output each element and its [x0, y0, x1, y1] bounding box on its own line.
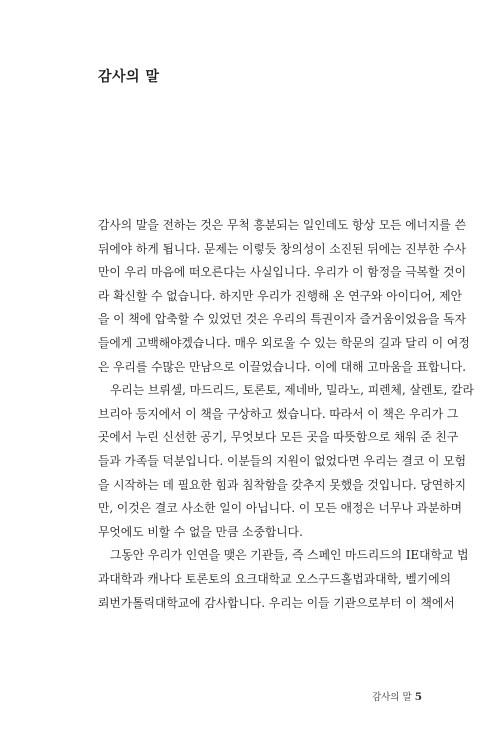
paragraph-3 [98, 544, 469, 615]
text-line: 은 우리를 수많은 만남으로 이끌었습니다. 이에 대해 고마움을 표합니다. [98, 359, 466, 374]
text-line: 그동안 우리가 인연을 맺은 기관들, 즉 스페인 마드리드의 IE대학교 법 [110, 548, 469, 563]
text-line: 뢰번가톨릭대학교에 감사합니다. 우리는 이들 기관으로부터 이 책에서 [98, 595, 455, 610]
text-line: 을 시작하는 데 필요한 힘과 침착함을 갖추지 못했을 것입니다. 당연하지 [98, 477, 466, 492]
chapter-title: 감사의 말 [98, 69, 160, 85]
page-number: 5 [414, 691, 422, 703]
text-line: 만, 이것은 결코 사소한 일이 아닙니다. 이 모든 애정은 너무나 과분하며 [98, 501, 463, 516]
text-line: 들과 가족들 덕분입니다. 이분들의 지원이 없었다면 우리는 결코 이 모험 [98, 453, 466, 468]
text-line: 을 이 책에 압축할 수 있었던 것은 우리의 특권이자 즐거움이었음을 독자 [98, 312, 466, 327]
body-text [98, 214, 474, 615]
text-line: 만이 우리 마음에 떠오른다는 사실입니다. 우리가 이 함정을 극복할 것이 [98, 265, 466, 280]
page-footer [372, 689, 422, 703]
text-line: 과대학과 캐나다 토론토의 요크대학교 오스구드홀법과대학, 벨기에의 [98, 571, 451, 586]
text-line: 뒤에야 하게 됩니다. 문제는 이렇듯 창의성이 소진된 뒤에는 진부한 수사 [98, 241, 466, 256]
text-line: 우리는 브뤼셀, 마드리드, 토론토, 제네바, 밀라노, 피렌체, 살렌토, 칼라 [110, 383, 474, 398]
text-line: 무엇에도 비할 수 없을 만큼 소중합니다. [98, 524, 303, 539]
text-line: 곳에서 누린 신선한 공기, 무엇보다 모든 곳을 따뜻함으로 채워 준 친구 [98, 430, 459, 445]
paragraph-1 [98, 214, 470, 379]
paragraph-2 [98, 379, 474, 544]
text-line: 브리아 등지에서 이 책을 구상하고 썼습니다. 따라서 이 책은 우리가 그 [98, 406, 459, 421]
text-line: 라 확신할 수 없습니다. 하지만 우리가 진행해 온 연구와 아이디어, 제안 [98, 288, 463, 303]
text-line: 감사의 말을 전하는 것은 무척 흥분되는 일인데도 항상 모든 에너지를 쓴 [98, 218, 466, 232]
text-line: 들에게 고백해야겠습니다. 매우 외로울 수 있는 학문의 길과 달리 이 여정 [98, 335, 470, 350]
running-title: 감사의 말 [371, 692, 412, 703]
